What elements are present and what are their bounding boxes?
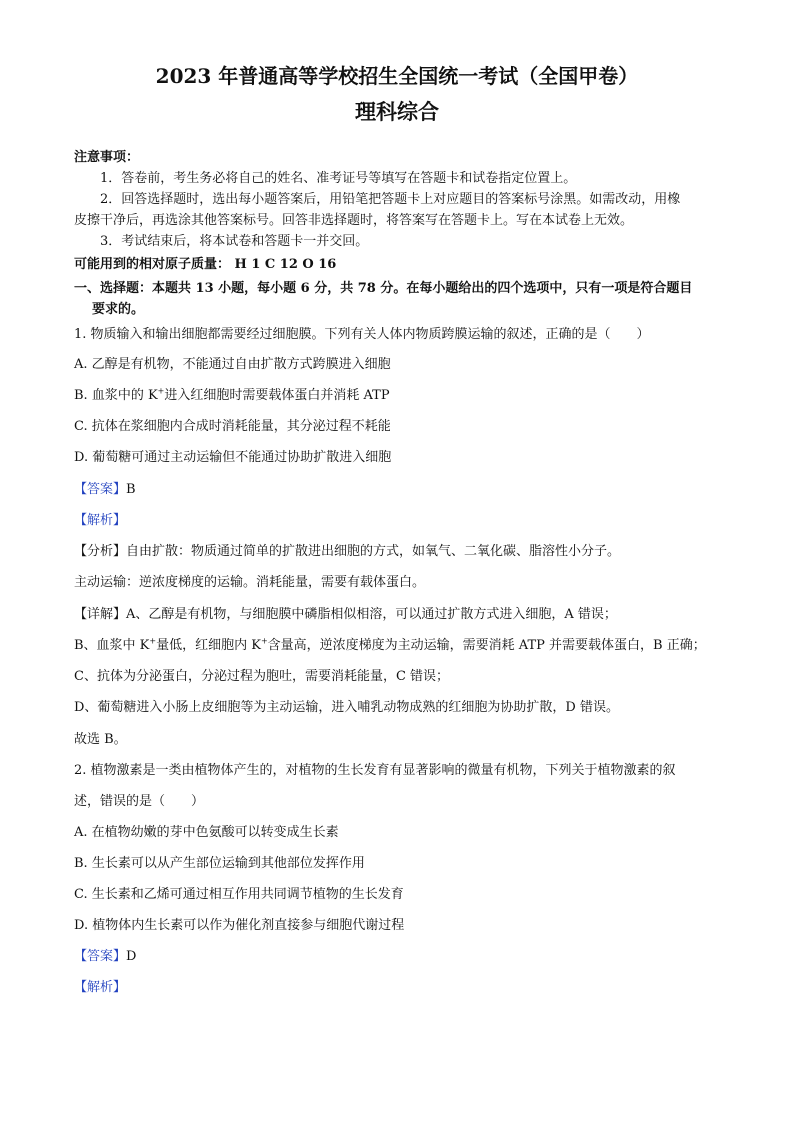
question-2-option-c: C. 生长素和乙烯可通过相互作用共同调节植物的生长发育 <box>74 887 404 902</box>
question-1-detail-d: D、葡萄糖进入小肠上皮细胞等为主动运输，进入哺乳动物成熟的红细胞为协助扩散，D 错误。 <box>74 700 619 715</box>
question-2-option-b: B. 生长素可以从产生部位运输到其他部位发挥作用 <box>74 856 365 871</box>
option-b-text-2: 进入红细胞时需要载体蛋白并消耗 ATP <box>164 388 390 403</box>
question-2-stem-line-2: 述，错误的是（ ） <box>74 794 205 809</box>
question-1-option-a: A. 乙醇是有机物，不能通过自由扩散方式跨膜进入细胞 <box>74 357 391 372</box>
question-1-conclusion: 故选 B。 <box>74 732 127 747</box>
question-2-option-d: D. 植物体内生长素可以作为催化剂直接参与细胞代谢过程 <box>74 918 405 933</box>
section-heading-line-2: 要求的。 <box>92 302 145 317</box>
question-2-stem-line-1: 2. 植物激素是一类由植物体产生的，对植物的生长发育有显著影响的微量有机物，下列关于植物激素的叙 <box>74 763 676 778</box>
potassium-charge: + <box>260 636 268 646</box>
section-heading-line-1: 一、选择题：本题共 13 小题，每小题 6 分，共 78 分。在每小题给出的四个选项中，只有一项是符合题目 <box>74 281 693 296</box>
atomic-mass-line: 可能用到的相对原子质量： H 1 C 12 O 16 <box>74 257 337 272</box>
question-1-detail-a <box>74 606 724 624</box>
notice-item-2-line-1: 2．回答选择题时，选出每小题答案后，用铅笔把答题卡上对应题目的答案标号涂黑。如需改动，用橡 <box>100 192 681 207</box>
analysis-text-1: 自由扩散：物质通过简单的扩散进出细胞的方式，如氧气、二氧化碳、脂溶性小分子。 <box>126 544 621 559</box>
question-1-detail-c: C、抗体为分泌蛋白，分泌过程为胞吐，需要消耗能量，C 错误； <box>74 669 450 684</box>
question-1-analysis-line-2: 主动运输：逆浓度梯度的运输。消耗能量，需要有载体蛋白。 <box>74 575 426 590</box>
potassium-charge: + <box>149 636 157 646</box>
detail-b-text-2: 量低，红细胞内 K <box>156 638 261 653</box>
question-1-detail-b <box>74 637 724 655</box>
detail-b-text-1: B、血浆中 K <box>74 638 150 653</box>
question-1-analysis-tag <box>74 512 724 530</box>
answer-tag: 【答案】 <box>74 482 127 497</box>
detail-b-text-3: 含量高，逆浓度梯度为主动运输，需要消耗 ATP 并需要载体蛋白，B 正确； <box>267 638 706 653</box>
option-b-text-1: B. 血浆中的 K <box>74 388 158 403</box>
question-2-analysis-tag <box>74 979 724 997</box>
notice-item-2-line-2: 皮擦干净后，再选涂其他答案标号。回答非选择题时，将答案写在答题卡上。写在本试卷上无效。 <box>74 213 634 228</box>
detail-tag: 【详解】 <box>74 607 127 622</box>
exam-subtitle: 理科综合 <box>355 99 439 124</box>
answer-value: D <box>126 949 137 964</box>
notice-item-3: 3．考试结束后，将本试卷和答题卡一并交回。 <box>100 234 369 249</box>
exam-title: 2023 年普通高等学校招生全国统一考试（全国甲卷） <box>155 64 639 88</box>
question-1-option-d: D. 葡萄糖可通过主动运输但不能通过协助扩散进入细胞 <box>74 450 392 465</box>
analysis-tag: 【解析】 <box>74 513 127 528</box>
detail-a-text: A、乙醇是有机物，与细胞膜中磷脂相似相溶，可以通过扩散方式进入细胞，A 错误； <box>126 607 617 622</box>
potassium-charge: + <box>157 386 165 396</box>
answer-tag: 【答案】 <box>74 949 127 964</box>
notice-heading: 注意事项： <box>74 150 140 165</box>
question-1-answer <box>74 481 724 499</box>
question-2-option-a: A. 在植物幼嫩的芽中色氨酸可以转变成生长素 <box>74 825 339 840</box>
question-1-option-c: C. 抗体在浆细胞内合成时消耗能量，其分泌过程不耗能 <box>74 419 391 434</box>
question-1-option-b <box>74 387 724 405</box>
analysis-tag: 【解析】 <box>74 980 127 995</box>
question-1-stem: 1. 物质输入和输出细胞都需要经过细胞膜。下列有关人体内物质跨膜运输的叙述，正确的是（ ） <box>74 327 650 342</box>
analysis-head-tag: 【分析】 <box>74 544 127 559</box>
answer-value: B <box>126 482 136 497</box>
question-1-analysis-line-1 <box>74 543 724 561</box>
notice-item-1: 1．答卷前，考生务必将自己的姓名、准考证号等填写在答题卡和试卷指定位置上。 <box>100 171 577 186</box>
question-2-answer <box>74 948 724 966</box>
